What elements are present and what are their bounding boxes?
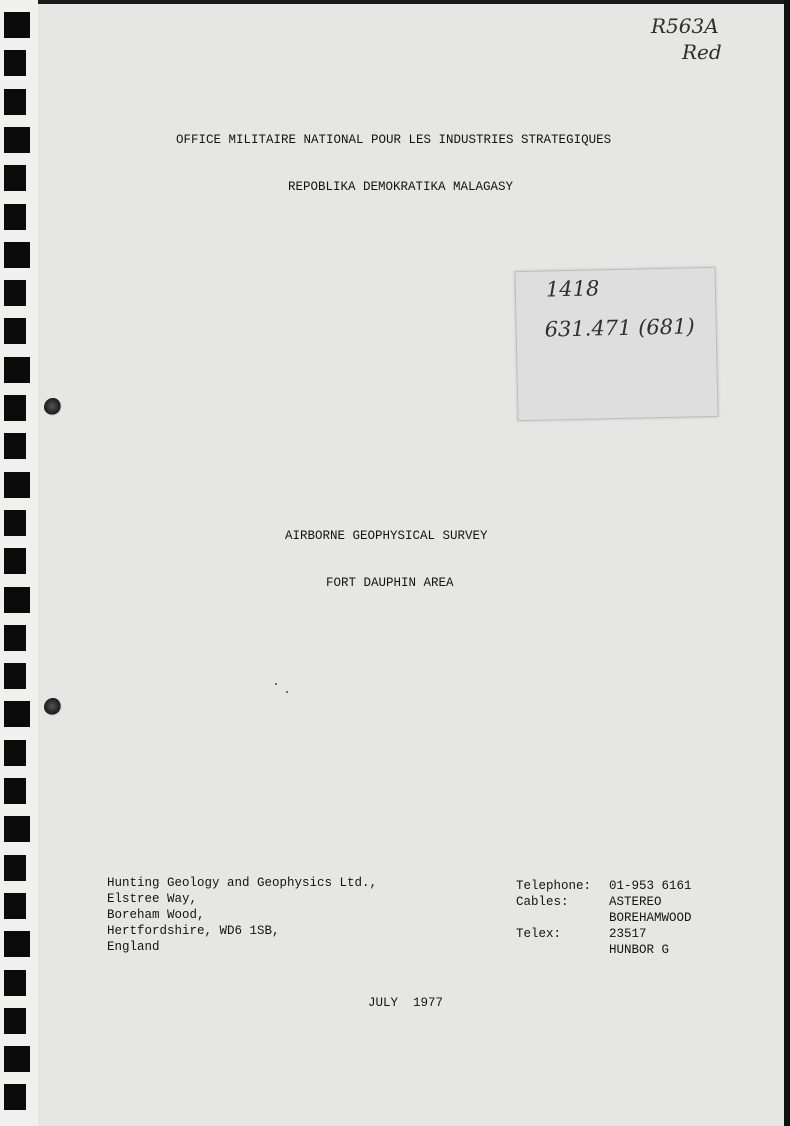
punch-hole-icon (44, 698, 62, 716)
binding-tooth (4, 1084, 26, 1110)
telephone-label: Telephone: (516, 879, 592, 893)
binding-tooth (4, 204, 26, 230)
scan-right-edge (784, 0, 790, 1126)
binding-tooth (4, 510, 26, 536)
handwritten-reference: R563A (651, 14, 719, 38)
cables-value: BOREHAMWOOD (609, 911, 692, 925)
ink-speck (286, 691, 288, 693)
binding-tooth (4, 893, 26, 919)
binding-tooth (4, 280, 26, 306)
address-line: Hunting Geology and Geophysics Ltd., (107, 876, 378, 890)
sticker-accession-number: 1418 (545, 276, 600, 302)
binding-tooth (4, 740, 26, 766)
address-line: Hertfordshire, WD6 1SB, (107, 924, 280, 938)
handwritten-note: Red (682, 40, 722, 64)
binding-tooth (4, 663, 26, 689)
binding-tooth (4, 50, 26, 76)
survey-area: FORT DAUPHIN AREA (326, 576, 454, 590)
binding-tooth (4, 701, 30, 727)
punch-hole-icon (44, 398, 62, 416)
binding-tooth (4, 778, 26, 804)
telex-value: HUNBOR G (609, 943, 670, 957)
address-line: England (107, 940, 160, 954)
binding-tooth (4, 395, 26, 421)
telex-value: 23517 (609, 927, 647, 941)
cables-label: Cables: (516, 895, 569, 909)
binding-tooth (4, 625, 26, 651)
address-line: Boreham Wood, (107, 908, 205, 922)
binding-tooth (4, 127, 30, 153)
binding-tooth (4, 433, 26, 459)
binding-tooth (4, 357, 30, 383)
binding-tooth (4, 472, 30, 498)
binding-tooth (4, 970, 26, 996)
report-date: JULY 1977 (368, 996, 444, 1010)
binding-tooth (4, 1046, 30, 1072)
binding-tooth (4, 855, 26, 881)
binding-tooth (4, 548, 26, 574)
country-subtitle: REPOBLIKA DEMOKRATIKA MALAGASY (288, 180, 514, 194)
library-label-sticker (514, 267, 718, 421)
binding-tooth (4, 587, 30, 613)
telex-label: Telex: (516, 927, 562, 941)
organization-title: OFFICE MILITAIRE NATIONAL POUR LES INDUSTRIES STRATEGIQUES (176, 133, 612, 147)
binding-tooth (4, 318, 26, 344)
binding-tooth (4, 931, 30, 957)
sticker-classification-number: 631.471 (681) (544, 314, 695, 342)
ink-speck (275, 683, 277, 685)
survey-title: AIRBORNE GEOPHYSICAL SURVEY (285, 529, 488, 543)
binding-tooth (4, 89, 26, 115)
cables-value: ASTEREO (609, 895, 662, 909)
scan-top-edge (0, 0, 790, 4)
address-line: Elstree Way, (107, 892, 198, 906)
binding-tooth (4, 1008, 26, 1034)
telephone-value: 01-953 6161 (609, 879, 692, 893)
binding-tooth (4, 816, 30, 842)
binding-tooth (4, 12, 30, 38)
binding-tooth (4, 165, 26, 191)
binding-tooth (4, 242, 30, 268)
